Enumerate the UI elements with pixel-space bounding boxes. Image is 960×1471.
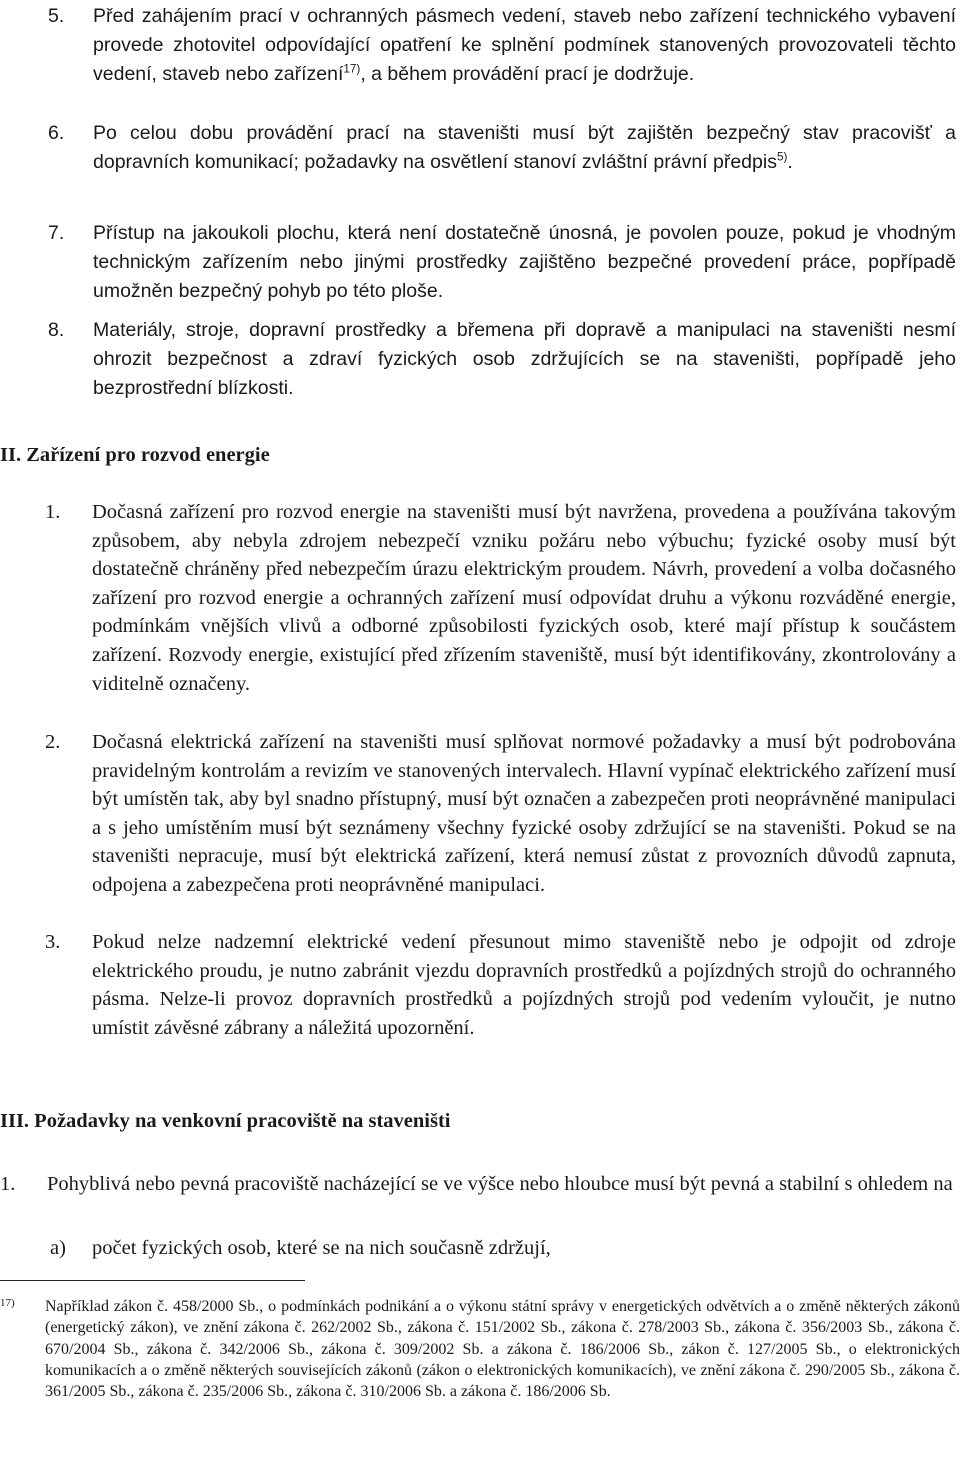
footnote-separator	[0, 1280, 305, 1281]
footnote-text: Například zákon č. 458/2000 Sb., o podmínkách podnikání a o výkonu státní správy v energetických odvětvích a o změně některých zákonů (energetický zákon), ve znění zákona č. 262/2002 Sb., zákona č. 151/2002 Sb., zákona č. 278/2003 Sb., zákona č. 356/2003 Sb., zákona č. 670/2004 Sb., zákona č. 342/2006 Sb., zákona č. 309/2002 Sb. a zákona č. 186/2006 Sb., zákon č. 127/2005 Sb., o elektronických komunikacích a o změně některých souvisejících zákonů (zákon o elektronických komunikacích), ve znění zákona č. 290/2005 Sb., zákona č. 361/2005 Sb., zákona č. 235/2006 Sb., zákona č. 310/2006 Sb. a zákona č. 186/2006 Sb.	[45, 1298, 960, 1401]
item-text: Materiály, stroje, dopravní prostředky a břemena při dopravě a manipulaci na staveništi nesmí ohrozit bezpečnost a zdraví fyzických osob zdržujících se na staveništi, popřípadě jeho bezprostřední blízkosti.	[93, 319, 956, 399]
item-number: 5.	[48, 5, 65, 27]
footnote-mark: 17)	[0, 1297, 15, 1309]
item-2-3	[45, 928, 956, 1042]
section-heading-3: III. Požadavky na venkovní pracoviště na staveništi	[0, 1110, 451, 1132]
item-text: Dočasná zařízení pro rozvod energie na staveništi musí být navržena, provedena a používána takovým způsobem, aby nebyla zdrojem nebezpečí vzniku požáru nebo výbuchu; fyzické osoby musí být dostatečně chráněny před nebezpečím úrazu elektrickým proudem. Návrh, provedení a volba dočasného zařízení pro rozvod energie a ochranných zařízení musí odpovídat druhu a výkonu rozváděné energie, podmínkám vnějších vlivů a odborné způsobilosti fyzických osob, které mají přístup k součástem zařízení. Rozvody energie, existující před zřízením staveniště, musí být identifikovány, zkontrolovány a viditelně označeny.	[92, 501, 956, 695]
item-2-2	[45, 728, 956, 900]
item-number: 2.	[45, 731, 61, 753]
item-text: Dočasná elektrická zařízení na staveništi musí splňovat normové požadavky a musí být podrobována pravidelným kontrolám a revizím ve stanovených intervalech. Hlavní vypínač elektrického zařízení musí být umístěn tak, aby byl snadno přístupný, musí být označen a zabezpečen proti neoprávněné manipulaci a s jeho umístěním musí být seznámeny všechny fyzické osoby zdržující se na staveništi. Pokud se na staveništi nepracuje, musí být elektrická zařízení, která nemusí zůstat z provozních důvodů zapnuta, odpojena a zabezpečena proti neoprávněné manipulaci.	[92, 731, 956, 896]
section-heading-2: II. Zařízení pro rozvod energie	[0, 444, 270, 466]
item-text: počet fyzických osob, které se na nich současně zdržují,	[92, 1237, 551, 1259]
item-text: Před zahájením prací v ochranných pásmech vedení, staveb nebo zařízení technického vybavení provede zhotovitel odpovídající opatření ke splnění podmínek stanovených provozovateli těchto vedení, staveb nebo zařízení$^{17)}$, a během provádění prací je dodržuje.	[93, 5, 956, 85]
footnote-ref: 5)	[776, 150, 788, 164]
item-2-1	[45, 498, 956, 698]
item-text: Přístup na jakoukoli plochu, která není dostatečně únosná, je povolen pouze, pokud je vhodným technickým zařízením nebo jinými prostředky zajištěno bezpečné provedení práce, popřípadě umožněn bezpečný pohyb po této ploše.	[93, 222, 956, 302]
item-5	[48, 2, 956, 89]
item-text: Po celou dobu provádění prací na staveništi musí být zajištěn bezpečný stav pracovišť a dopravních komunikací; požadavky na osvětlení stanoví zvláštní právní předpis$^{5)}$.	[93, 122, 956, 173]
item-number: 1.	[45, 501, 61, 523]
footnote-17	[0, 1296, 960, 1402]
item-number: 1.	[0, 1173, 16, 1195]
item-number: 8.	[48, 319, 65, 341]
item-text: Pohyblivá nebo pevná pracoviště nacházející se ve výšce nebo hloubce musí být pevná a stabilní s ohledem na	[47, 1173, 953, 1195]
item-7	[48, 219, 956, 306]
item-6	[48, 119, 956, 177]
item-text: Pokud nelze nadzemní elektrické vedení přesunout mimo staveniště nebo je odpojit od zdroje elektrického proudu, je nutno zabránit vjezdu dopravních prostředků a pojízdných strojů do ochranného pásma. Nelze-li provoz dopravních prostředků a pojízdných strojů pod vedením vyloučit, je nutno umístit závěsné zábrany a náležitá upozornění.	[92, 931, 956, 1039]
item-number: 7.	[48, 222, 65, 244]
item-3-1-a	[50, 1234, 956, 1263]
item-3-1	[0, 1170, 956, 1199]
item-number: 6.	[48, 122, 65, 144]
item-8	[48, 316, 956, 403]
footnote-ref: 17)	[343, 62, 361, 76]
item-number: 3.	[45, 931, 61, 953]
item-letter: a)	[50, 1237, 66, 1259]
